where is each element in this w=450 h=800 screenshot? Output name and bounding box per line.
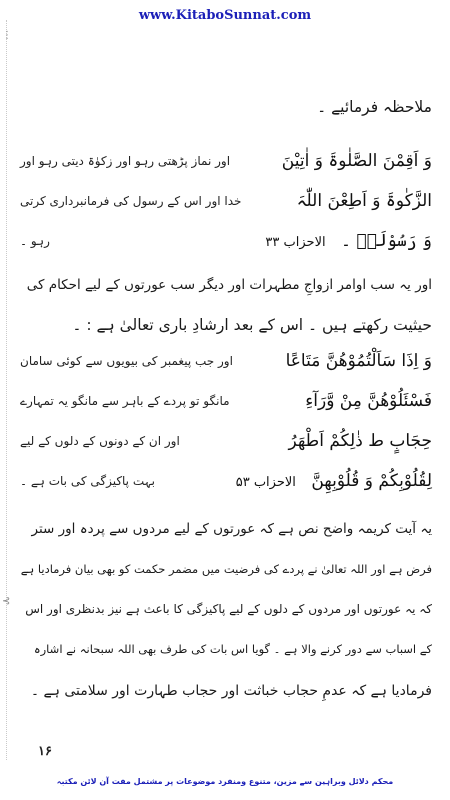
- intro-line: ملاحظہ فرمائیے ۔: [317, 98, 432, 116]
- edge-mark: ⊰: [2, 596, 11, 607]
- arabic-verse: [265, 228, 432, 256]
- paragraph-line: فرض ہے اور اللہ تعالیٰ نے پردے کی فرضیت میں مضمر حکمت کو بھی بیان فرمادیا ہے: [20, 562, 432, 576]
- arabic-verse: وَ اِذَا سَاَلْتُمُوْھُنَّ مَتَاعًا: [285, 351, 432, 371]
- verse-row: [20, 148, 432, 174]
- edge-mark: ⋮: [2, 30, 12, 41]
- urdu-translation: مانگو تو پردے کے باہر سے مانگو یہ تمہارے: [20, 394, 230, 408]
- urdu-translation: بہت پاکیزگی کی بات ہے ۔: [20, 474, 155, 488]
- paragraph-line: حیثیت رکھتے ہیں ۔ اس کے بعد ارشادِ باری تعالیٰ ہے : ۔: [72, 316, 432, 334]
- paragraph-line: فرمادیا ہے کہ عدمِ حجاب خباثت اور حجاب طہارت اور سلامتی ہے ۔: [30, 683, 432, 699]
- verse-row: [20, 348, 432, 374]
- arabic-verse: [236, 468, 432, 496]
- paragraph-line: کے اسباب سے دور کرنے والا ہے ۔ گویا اس بات کی طرف بھی اللہ سبحانہ نے اشارہ: [33, 642, 432, 656]
- urdu-translation: رہو ۔: [20, 234, 50, 248]
- verse-row: [20, 188, 432, 214]
- verse-row: [20, 228, 432, 254]
- verse-row: [20, 428, 432, 454]
- footer-banner[interactable]: محکم دلائل وبراہین سے مزین، متنوع ومنفرد موضوعات پر مشتمل مفت آن لائن مکتبہ: [56, 777, 394, 786]
- verse-row: [20, 468, 432, 494]
- paragraph-line: اور یہ سب اوامر ازواجِ مطہرات اور دیگر سب عورتوں کے لیے احکام کی: [26, 277, 432, 293]
- paragraph-line: کہ یہ عورتوں اور مردوں کے دلوں کے لیے پاکیزگی کا باعث ہے نیز بدنظری اور اس: [25, 602, 432, 616]
- verse-reference: الاحزاب ۵۳: [235, 475, 296, 490]
- arabic-verse: وَ اَقِمْنَ الصَّلٰوۃَ وَ اٰتِیْنَ: [281, 151, 432, 171]
- urdu-translation: خدا اور اس کے رسول کی فرمانبرداری کرتی: [20, 194, 242, 208]
- arabic-verse: الزَّکٰوۃَ وَ اَطِعْنَ اللّٰہَ: [296, 191, 432, 211]
- arabic-verse-text: لِقُلُوْبِکُمْ وَ قُلُوْبِھِنَّ: [311, 471, 432, 491]
- verse-reference: الاحزاب ۳۳: [265, 235, 326, 250]
- arabic-verse: حِجَابٍ ط ذٰلِکُمْ اَطْھَرُ: [288, 431, 432, 451]
- urdu-translation: اور جب پیغمبر کی بیویوں سے کوئی سامان: [20, 354, 233, 368]
- page-number: ۱۶: [38, 744, 52, 759]
- page-edge-line: [6, 20, 7, 760]
- arabic-verse: فَسْئَلُوْھُنَّ مِنْ وَّرَآءِ: [305, 391, 432, 411]
- paragraph-line: یہ آیت کریمہ واضح نص ہے کہ عورتوں کے لیے مردوں سے پردہ اور ستر: [31, 521, 432, 537]
- verse-row: [20, 388, 432, 414]
- urdu-translation: اور نماز پڑھتی رہو اور زکوٰۃ دیتی رہو اور: [20, 154, 231, 168]
- arabic-verse-text: وَ رَسُوْلَہٗ ۔: [341, 231, 432, 251]
- urdu-translation: اور ان کے دونوں کے دلوں کے لیے: [20, 434, 180, 448]
- site-url[interactable]: www.KitaboSunnat.com: [138, 8, 312, 23]
